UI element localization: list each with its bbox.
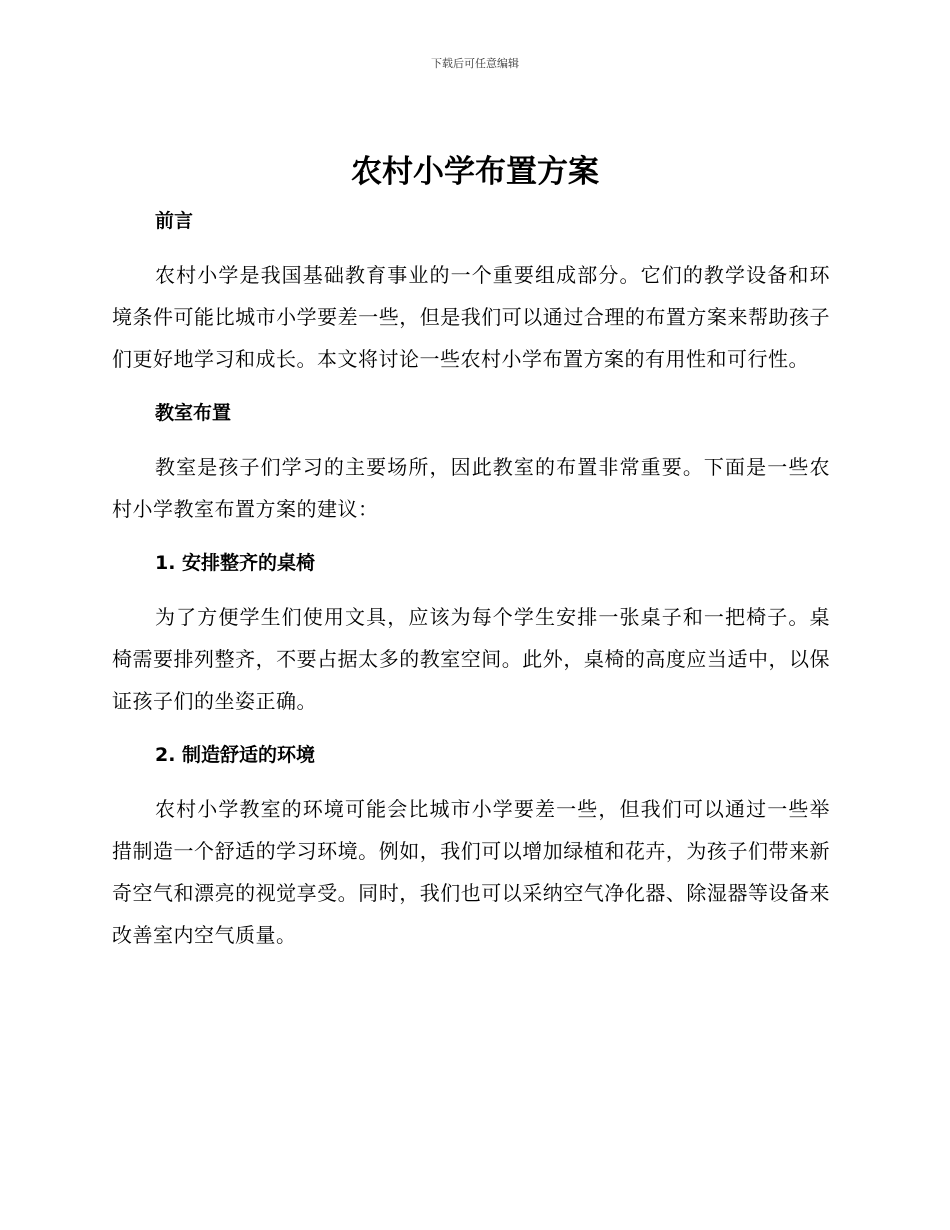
paragraph-preface: 农村小学是我国基础教育事业的一个重要组成部分。它们的教学设备和环境条件可能比城市小学要差一些，但是我们可以通过合理的布置方案来帮助孩子们更好地学习和成长。本文将讨论一些农村小学布置方案的有用性和可行性。 <box>112 263 830 371</box>
section-heading-preface: 前言 <box>155 210 194 232</box>
paragraph-item-1: 为了方便学生们使用文具，应该为每个学生安排一张桌子和一把椅子。桌椅需要排列整齐，不要占据太多的教室空间。此外，桌椅的高度应当适中，以保证孩子们的坐姿正确。 <box>112 605 830 713</box>
section-heading-classroom: 教室布置 <box>155 402 232 424</box>
paragraph-item-2: 农村小学教室的环境可能会比城市小学要差一些，但我们可以通过一些举措制造一个舒适的学习环境。例如，我们可以增加绿植和花卉，为孩子们带来新奇空气和漂亮的视觉享受。同时，我们也可以采纳空气净化器、除湿器等设备来改善室内空气质量。 <box>112 797 830 947</box>
section-heading-item-2: 2. 制造舒适的环境 <box>155 744 316 766</box>
document-title: 农村小学布置方案 <box>351 154 599 190</box>
page-header-note: 下载后可任意编辑 <box>431 57 519 70</box>
document-body <box>112 200 830 956</box>
section-heading-item-1: 1. 安排整齐的桌椅 <box>155 552 316 574</box>
paragraph-classroom: 教室是孩子们学习的主要场所，因此教室的布置非常重要。下面是一些农村小学教室布置方案的建议： <box>112 455 830 521</box>
